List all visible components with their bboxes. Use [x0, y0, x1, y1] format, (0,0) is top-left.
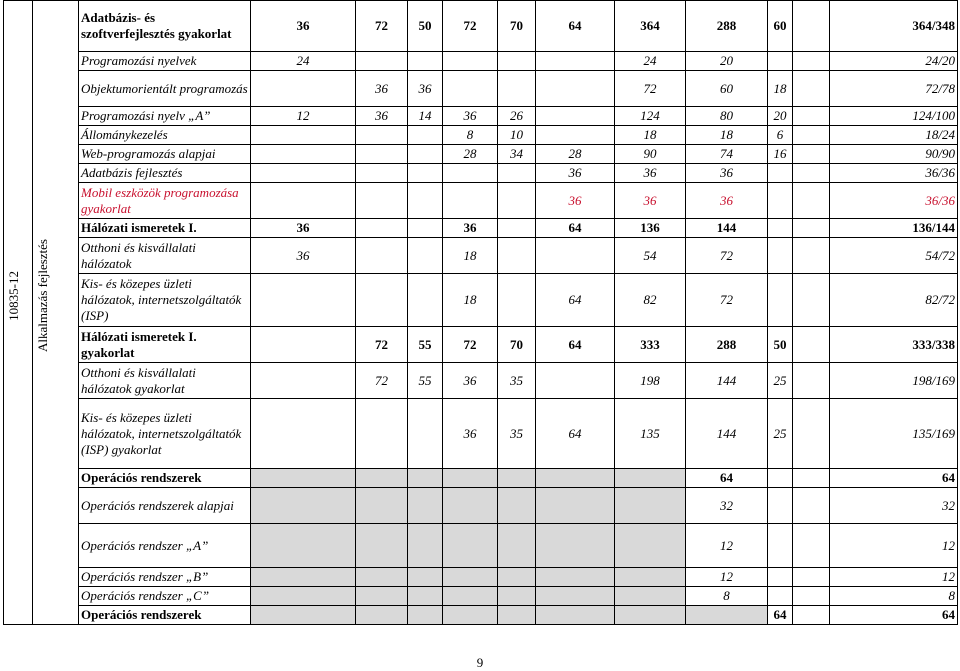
hours-cell: 36	[615, 164, 686, 183]
hours-cell: 18	[768, 71, 793, 107]
hours-cell: 18	[443, 274, 498, 327]
hours-cell: 198	[615, 363, 686, 399]
hours-cell	[498, 71, 536, 107]
hours-cell	[443, 587, 498, 606]
hours-cell	[793, 126, 830, 145]
hours-cell: 74	[686, 145, 768, 164]
hours-cell: 12	[251, 107, 356, 126]
hours-cell: 64	[536, 219, 615, 238]
hours-cell	[251, 363, 356, 399]
hours-cell	[408, 524, 443, 568]
hours-cell: 36	[356, 107, 408, 126]
hours-cell	[251, 469, 356, 488]
hours-cell	[356, 238, 408, 274]
hours-cell	[408, 469, 443, 488]
hours-cell	[356, 469, 408, 488]
hours-cell: 198/169	[830, 363, 958, 399]
hours-cell: 72	[356, 327, 408, 363]
hours-cell: 288	[686, 1, 768, 52]
hours-cell	[356, 145, 408, 164]
hours-cell: 36	[443, 363, 498, 399]
hours-cell: 12	[830, 568, 958, 587]
subject-label: Operációs rendszerek	[79, 606, 251, 625]
hours-cell	[251, 126, 356, 145]
hours-cell	[793, 606, 830, 625]
hours-cell	[768, 469, 793, 488]
hours-cell: 144	[686, 219, 768, 238]
hours-cell	[498, 164, 536, 183]
subject-label: Operációs rendszerek alapjai	[79, 488, 251, 524]
module-code-cell	[4, 1, 33, 625]
page-number: 9	[476, 655, 484, 670]
hours-cell	[536, 363, 615, 399]
module-name: Alkalmazás fejlesztés	[35, 239, 50, 352]
table-row	[4, 524, 958, 568]
hours-cell	[498, 183, 536, 219]
hours-cell: 36	[251, 238, 356, 274]
hours-cell: 80	[686, 107, 768, 126]
hours-cell	[536, 71, 615, 107]
subject-label: Operációs rendszerek	[79, 469, 251, 488]
hours-cell: 6	[768, 126, 793, 145]
hours-cell	[408, 488, 443, 524]
table-row	[4, 183, 958, 219]
hours-cell	[768, 183, 793, 219]
hours-cell: 135	[615, 399, 686, 469]
hours-cell: 20	[686, 52, 768, 71]
hours-cell: 136	[615, 219, 686, 238]
hours-cell	[768, 587, 793, 606]
hours-cell: 34	[498, 145, 536, 164]
subject-label: Otthoni és kisvállalati hálózatok	[79, 238, 251, 274]
subject-label: Hálózati ismeretek I. gyakorlat	[79, 327, 251, 363]
hours-cell: 35	[498, 363, 536, 399]
hours-cell: 24/20	[830, 52, 958, 71]
subject-label: Adatbázis fejlesztés	[79, 164, 251, 183]
hours-cell	[408, 238, 443, 274]
module-code: 10835-12	[6, 270, 21, 321]
hours-cell	[251, 183, 356, 219]
hours-cell	[498, 568, 536, 587]
hours-cell: 24	[615, 52, 686, 71]
table-row	[4, 107, 958, 126]
hours-cell: 14	[408, 107, 443, 126]
hours-cell: 124	[615, 107, 686, 126]
hours-cell	[793, 183, 830, 219]
table-row	[4, 274, 958, 327]
hours-cell: 24	[251, 52, 356, 71]
subject-label: Adatbázis- és szoftverfejlesztés gyakorlat	[79, 1, 251, 52]
hours-cell: 35	[498, 399, 536, 469]
hours-cell	[498, 219, 536, 238]
hours-cell	[536, 568, 615, 587]
table-row	[4, 469, 958, 488]
hours-cell	[615, 606, 686, 625]
hours-cell	[536, 52, 615, 71]
hours-cell: 12	[686, 524, 768, 568]
hours-cell: 135/169	[830, 399, 958, 469]
hours-cell	[793, 327, 830, 363]
hours-cell: 64	[536, 274, 615, 327]
hours-cell: 16	[768, 145, 793, 164]
hours-cell	[251, 145, 356, 164]
subject-label: Kis- és közepes üzleti hálózatok, internetszolgáltatók (ISP)	[79, 274, 251, 327]
hours-cell	[356, 183, 408, 219]
table-row	[4, 399, 958, 469]
hours-cell: 64	[536, 327, 615, 363]
hours-cell: 333	[615, 327, 686, 363]
hours-cell: 36	[615, 183, 686, 219]
hours-cell	[793, 363, 830, 399]
hours-cell	[251, 164, 356, 183]
curriculum-table	[3, 0, 958, 625]
table-row	[4, 71, 958, 107]
hours-cell: 20	[768, 107, 793, 126]
table-row	[4, 164, 958, 183]
hours-cell	[356, 587, 408, 606]
table-row	[4, 219, 958, 238]
hours-cell: 36	[536, 183, 615, 219]
hours-cell	[251, 399, 356, 469]
hours-cell	[498, 274, 536, 327]
hours-cell	[793, 238, 830, 274]
hours-cell	[793, 52, 830, 71]
hours-cell	[443, 469, 498, 488]
hours-cell: 12	[830, 524, 958, 568]
hours-cell	[356, 524, 408, 568]
subject-label: Állománykezelés	[79, 126, 251, 145]
hours-cell	[768, 568, 793, 587]
hours-cell	[408, 52, 443, 71]
hours-cell: 144	[686, 399, 768, 469]
hours-cell: 55	[408, 327, 443, 363]
subject-label: Kis- és közepes üzleti hálózatok, internetszolgáltatók (ISP) gyakorlat	[79, 399, 251, 469]
hours-cell	[408, 399, 443, 469]
hours-cell: 36/36	[830, 164, 958, 183]
hours-cell	[408, 568, 443, 587]
hours-cell: 18	[615, 126, 686, 145]
hours-cell	[408, 145, 443, 164]
hours-cell: 36	[356, 71, 408, 107]
hours-cell	[686, 606, 768, 625]
hours-cell: 72	[356, 363, 408, 399]
hours-cell	[498, 587, 536, 606]
hours-cell	[251, 606, 356, 625]
hours-cell	[498, 524, 536, 568]
hours-cell	[793, 107, 830, 126]
hours-cell: 54/72	[830, 238, 958, 274]
hours-cell: 70	[498, 1, 536, 52]
hours-cell	[615, 488, 686, 524]
hours-cell: 288	[686, 327, 768, 363]
hours-cell: 60	[768, 1, 793, 52]
hours-cell	[768, 274, 793, 327]
hours-cell	[793, 587, 830, 606]
hours-cell: 8	[830, 587, 958, 606]
hours-cell	[498, 488, 536, 524]
table-row	[4, 145, 958, 164]
hours-cell	[443, 488, 498, 524]
hours-cell: 32	[686, 488, 768, 524]
hours-cell	[793, 219, 830, 238]
hours-cell: 64	[536, 1, 615, 52]
hours-cell: 32	[830, 488, 958, 524]
hours-cell	[251, 524, 356, 568]
hours-cell: 36	[408, 71, 443, 107]
hours-cell	[536, 469, 615, 488]
hours-cell	[536, 107, 615, 126]
hours-cell	[356, 568, 408, 587]
hours-cell: 364/348	[830, 1, 958, 52]
hours-cell	[536, 587, 615, 606]
subject-label: Programozási nyelvek	[79, 52, 251, 71]
hours-cell: 72	[443, 327, 498, 363]
table-row	[4, 52, 958, 71]
hours-cell: 333/338	[830, 327, 958, 363]
hours-cell	[251, 488, 356, 524]
hours-cell	[536, 238, 615, 274]
hours-cell	[793, 399, 830, 469]
hours-cell	[356, 164, 408, 183]
hours-cell	[356, 488, 408, 524]
subject-label: Operációs rendszer „A”	[79, 524, 251, 568]
subject-label: Operációs rendszer „B”	[79, 568, 251, 587]
hours-cell: 64	[768, 606, 793, 625]
hours-cell	[356, 219, 408, 238]
hours-cell: 144	[686, 363, 768, 399]
hours-cell: 64	[686, 469, 768, 488]
hours-cell: 36	[443, 107, 498, 126]
hours-cell: 82/72	[830, 274, 958, 327]
subject-label: Objektumorientált programozás	[79, 71, 251, 107]
hours-cell	[408, 587, 443, 606]
hours-cell	[251, 327, 356, 363]
hours-cell	[793, 164, 830, 183]
hours-cell	[793, 488, 830, 524]
hours-cell	[356, 274, 408, 327]
hours-cell	[251, 71, 356, 107]
hours-cell	[443, 606, 498, 625]
hours-cell	[443, 568, 498, 587]
hours-cell: 82	[615, 274, 686, 327]
table-row	[4, 1, 958, 52]
hours-cell	[768, 164, 793, 183]
hours-cell	[443, 71, 498, 107]
table-row	[4, 238, 958, 274]
hours-cell: 25	[768, 399, 793, 469]
hours-cell	[498, 238, 536, 274]
hours-cell	[443, 52, 498, 71]
hours-cell	[793, 1, 830, 52]
hours-cell: 12	[686, 568, 768, 587]
hours-cell: 72	[686, 274, 768, 327]
hours-cell	[356, 606, 408, 625]
hours-cell	[615, 587, 686, 606]
hours-cell: 36	[443, 399, 498, 469]
hours-cell: 10	[498, 126, 536, 145]
hours-cell	[536, 126, 615, 145]
hours-cell: 60	[686, 71, 768, 107]
hours-cell: 36	[686, 164, 768, 183]
hours-cell	[443, 524, 498, 568]
hours-cell: 28	[443, 145, 498, 164]
hours-cell	[498, 52, 536, 71]
hours-cell: 364	[615, 1, 686, 52]
table-row	[4, 327, 958, 363]
hours-cell	[793, 145, 830, 164]
hours-cell	[408, 274, 443, 327]
hours-cell: 72/78	[830, 71, 958, 107]
table-row	[4, 488, 958, 524]
hours-cell	[793, 568, 830, 587]
hours-cell: 90/90	[830, 145, 958, 164]
hours-cell: 55	[408, 363, 443, 399]
hours-cell	[536, 524, 615, 568]
hours-cell: 36/36	[830, 183, 958, 219]
hours-cell: 36	[536, 164, 615, 183]
table-row	[4, 126, 958, 145]
hours-cell: 26	[498, 107, 536, 126]
hours-cell	[536, 606, 615, 625]
hours-cell	[498, 606, 536, 625]
hours-cell	[408, 183, 443, 219]
hours-cell: 64	[830, 606, 958, 625]
hours-cell	[768, 52, 793, 71]
subject-label: Otthoni és kisvállalati hálózatok gyakorlat	[79, 363, 251, 399]
hours-cell: 18	[443, 238, 498, 274]
hours-cell: 36	[251, 1, 356, 52]
hours-cell	[356, 126, 408, 145]
hours-cell: 54	[615, 238, 686, 274]
subject-label: Web-programozás alapjai	[79, 145, 251, 164]
hours-cell	[793, 71, 830, 107]
hours-cell: 25	[768, 363, 793, 399]
hours-cell	[443, 183, 498, 219]
hours-cell: 8	[443, 126, 498, 145]
hours-cell: 72	[356, 1, 408, 52]
hours-cell: 64	[536, 399, 615, 469]
hours-cell	[251, 274, 356, 327]
hours-cell: 28	[536, 145, 615, 164]
subject-label: Programozási nyelv „A”	[79, 107, 251, 126]
hours-cell: 72	[615, 71, 686, 107]
table-row	[4, 606, 958, 625]
hours-cell: 18	[686, 126, 768, 145]
hours-cell	[408, 606, 443, 625]
subject-label: Hálózati ismeretek I.	[79, 219, 251, 238]
hours-cell	[251, 568, 356, 587]
hours-cell	[356, 399, 408, 469]
hours-cell: 36	[443, 219, 498, 238]
hours-cell: 70	[498, 327, 536, 363]
hours-cell: 136/144	[830, 219, 958, 238]
hours-cell	[768, 488, 793, 524]
subject-label: Mobil eszközök programozása gyakorlat	[79, 183, 251, 219]
table-row	[4, 363, 958, 399]
hours-cell	[768, 524, 793, 568]
hours-cell	[615, 568, 686, 587]
hours-cell: 36	[686, 183, 768, 219]
hours-cell	[408, 219, 443, 238]
hours-cell: 36	[251, 219, 356, 238]
hours-cell	[443, 164, 498, 183]
hours-cell	[768, 219, 793, 238]
hours-cell	[793, 274, 830, 327]
hours-cell: 64	[830, 469, 958, 488]
hours-cell	[615, 469, 686, 488]
hours-cell: 18/24	[830, 126, 958, 145]
hours-cell: 50	[768, 327, 793, 363]
hours-cell	[408, 164, 443, 183]
subject-label: Operációs rendszer „C”	[79, 587, 251, 606]
hours-cell: 72	[443, 1, 498, 52]
hours-cell: 72	[686, 238, 768, 274]
table-row	[4, 587, 958, 606]
hours-cell	[615, 524, 686, 568]
hours-cell	[498, 469, 536, 488]
hours-cell	[793, 469, 830, 488]
hours-cell: 124/100	[830, 107, 958, 126]
hours-cell	[536, 488, 615, 524]
hours-cell: 50	[408, 1, 443, 52]
hours-cell	[251, 587, 356, 606]
hours-cell	[793, 524, 830, 568]
hours-cell	[768, 238, 793, 274]
hours-cell: 8	[686, 587, 768, 606]
table-row	[4, 568, 958, 587]
hours-cell: 90	[615, 145, 686, 164]
module-name-cell	[33, 1, 79, 625]
hours-cell	[356, 52, 408, 71]
hours-cell	[408, 126, 443, 145]
